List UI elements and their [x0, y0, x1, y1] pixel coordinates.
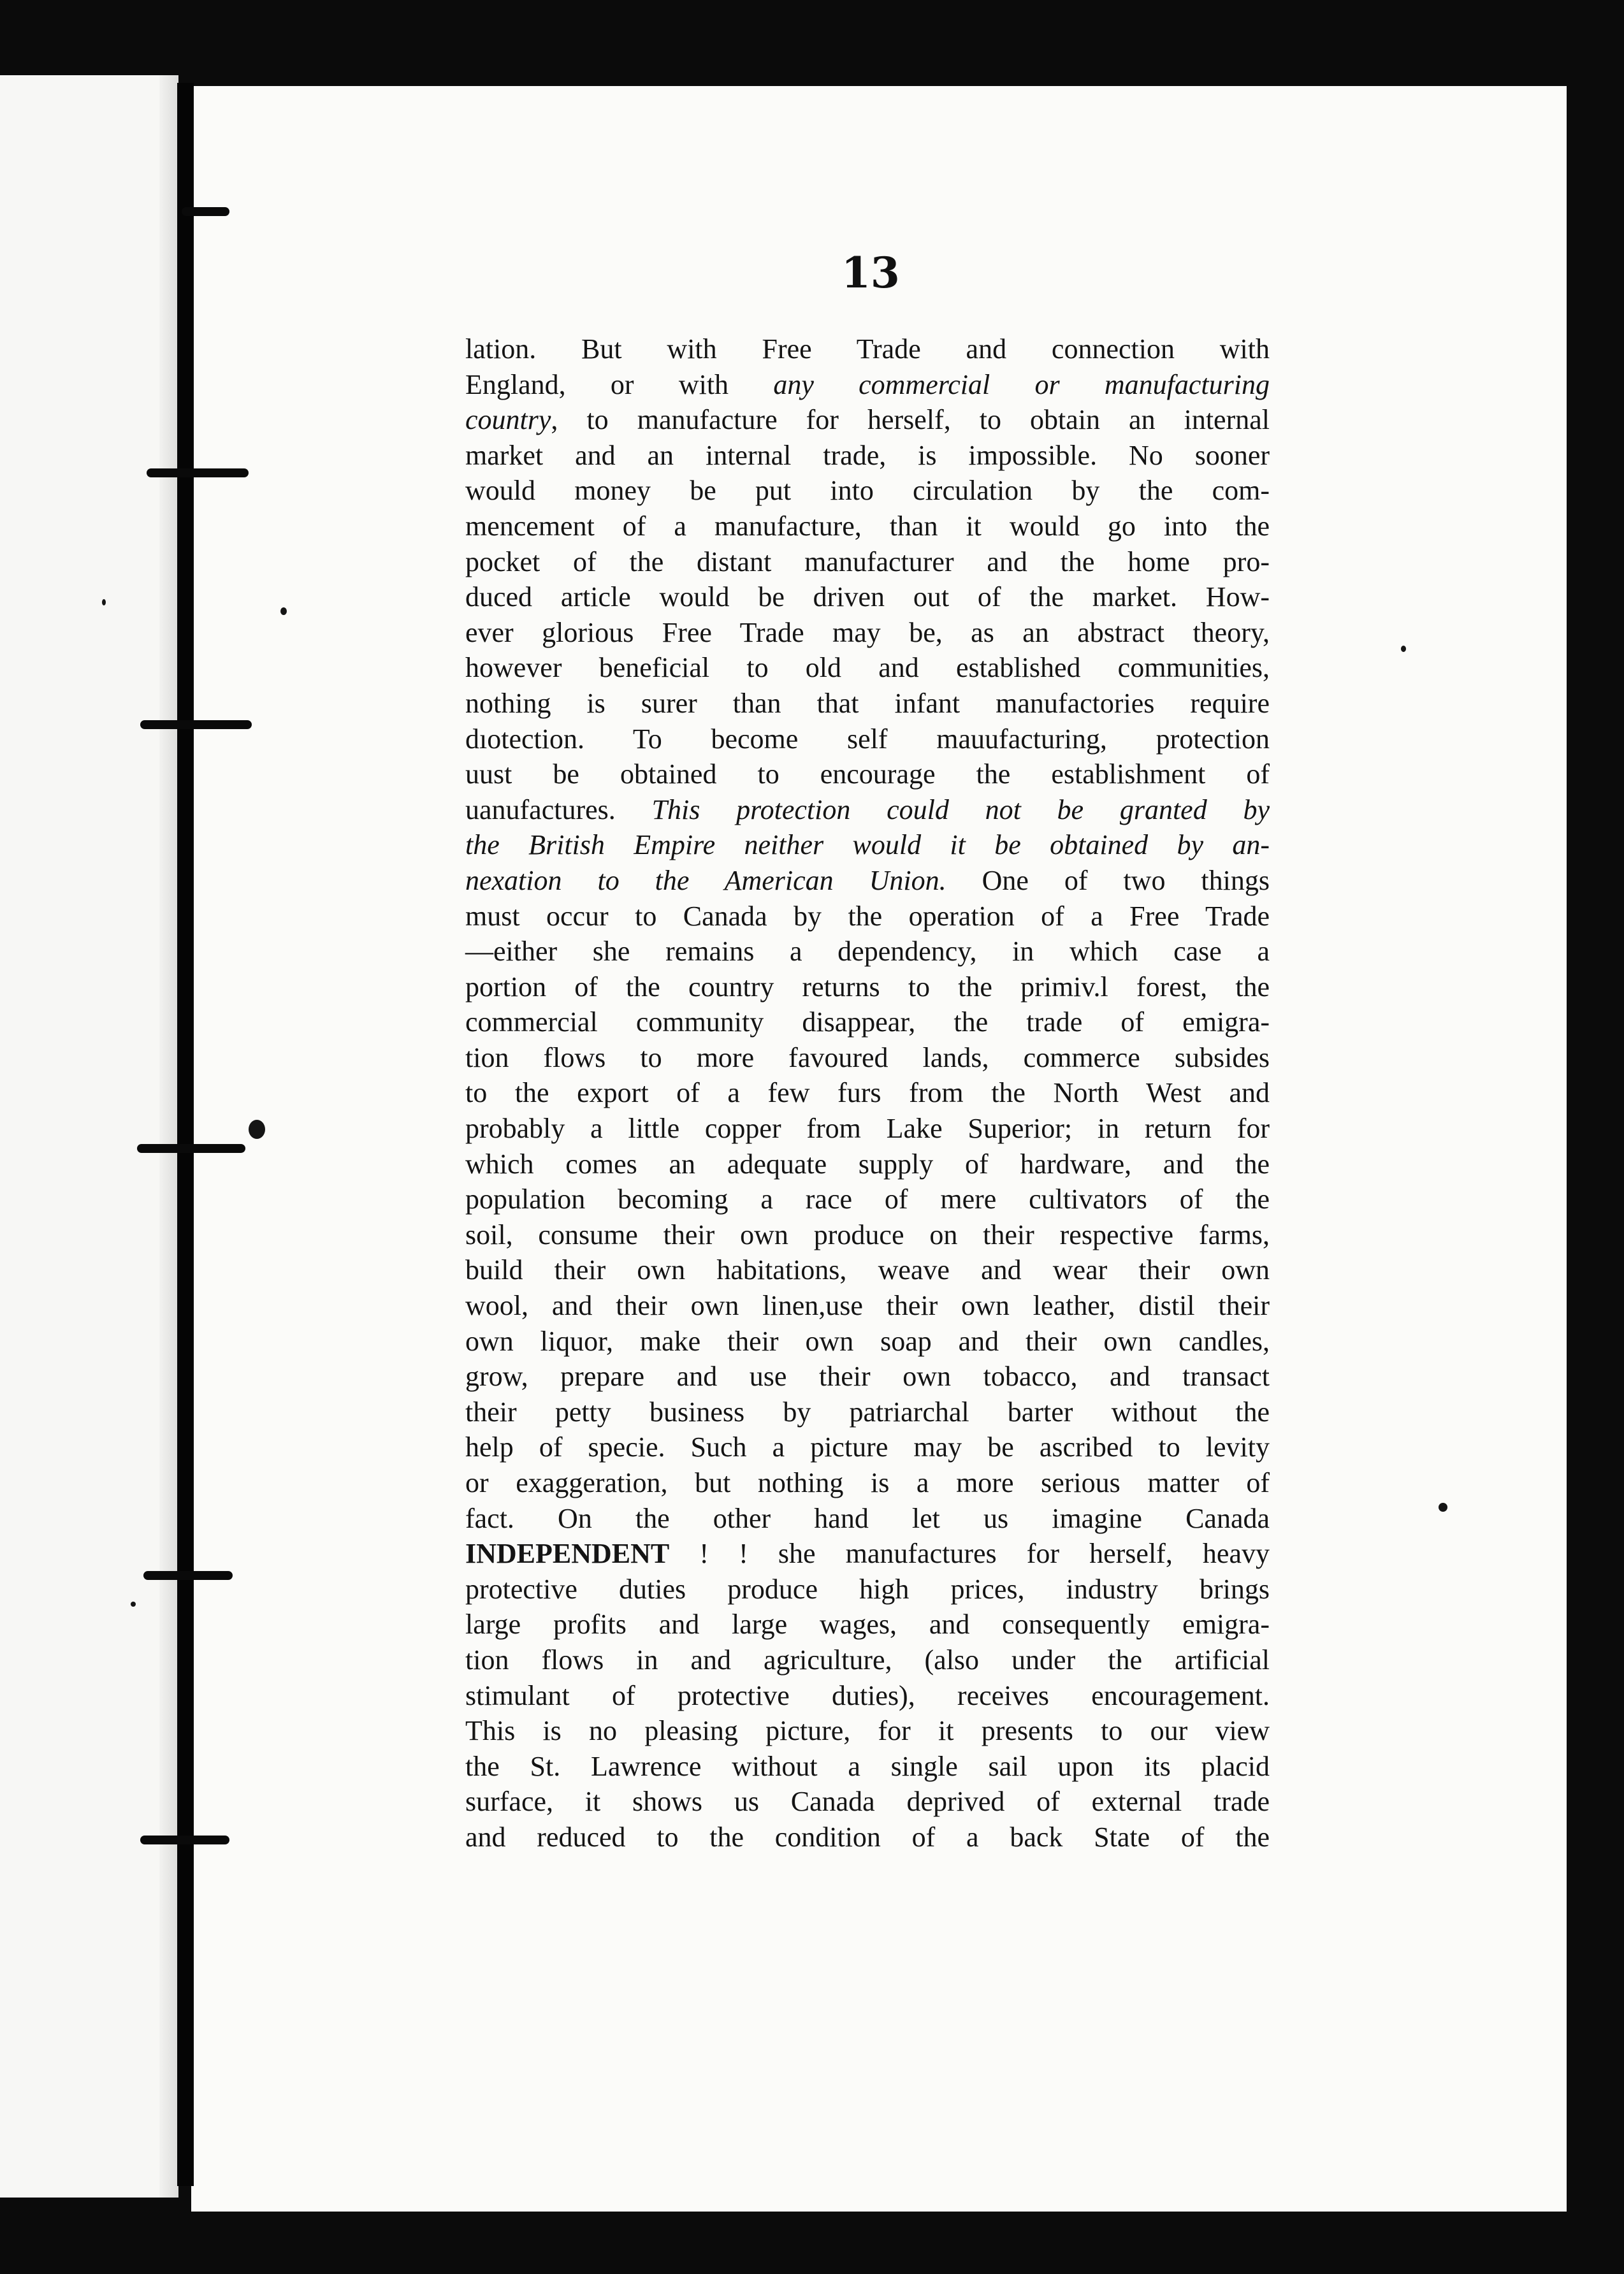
text-line: [465, 899, 1270, 934]
text-segment: stimulant of protective duties), receives encouragement.: [465, 1679, 1270, 1711]
text-line: [465, 1465, 1270, 1501]
text-line: [465, 792, 1270, 828]
text-line: [465, 1572, 1270, 1607]
text-segment: portion of the country returns to the primiv.l forest, the: [465, 971, 1270, 1003]
binding-stitch: [143, 1571, 233, 1580]
text-segment: would money be put into circulation by the com-: [465, 475, 1270, 507]
text-segment: own liquor, make their own soap and their own candles,: [465, 1325, 1270, 1357]
text-segment: uanufactures.: [465, 793, 652, 825]
text-line: [465, 1784, 1270, 1820]
book-spine-binding: [177, 83, 194, 2186]
text-segment: uust be obtained to encourage the establishment of: [465, 758, 1270, 790]
text-segment: , to manufacture for herself, to obtain an internal: [551, 404, 1270, 436]
text-line: [465, 1642, 1270, 1678]
text-segment: their petty business by patriarchal barter without the: [465, 1396, 1270, 1428]
text-segment: must occur to Canada by the operation of a Free Trade: [465, 900, 1270, 932]
binding-stitch: [137, 1144, 245, 1153]
binding-stitch: [140, 720, 252, 729]
text-segment: soil, consume their own produce on their respective farms,: [465, 1219, 1270, 1250]
text-segment: duced article would be driven out of the market. How-: [465, 581, 1270, 613]
text-segment: pocket of the distant manufacturer and the home pro-: [465, 546, 1270, 577]
text-line: [465, 686, 1270, 721]
bold-text: INDEPENDENT: [465, 1538, 670, 1570]
text-segment: fact. On the other hand let us imagine Canada: [465, 1502, 1270, 1534]
text-segment: market and an internal trade, is impossible. No sooner: [465, 439, 1270, 471]
text-line: [465, 1749, 1270, 1785]
text-line: [465, 1147, 1270, 1182]
text-line: [465, 1430, 1270, 1465]
binding-stitch: [140, 1836, 229, 1844]
text-line: [465, 1217, 1270, 1253]
text-segment: —either she remains a dependency, in which case a: [465, 936, 1270, 967]
text-segment: grow, prepare and use their own tobacco, and transact: [465, 1361, 1270, 1393]
scan-speck: [249, 1120, 265, 1139]
text-line: [465, 1359, 1270, 1394]
text-line: [465, 1075, 1270, 1111]
text-segment: tion flows to more favoured lands, commerce subsides: [465, 1041, 1270, 1073]
text-line: [465, 544, 1270, 580]
text-line: [465, 615, 1270, 651]
text-segment: This is no pleasing picture, for it presents to our view: [465, 1715, 1270, 1747]
text-line: [465, 721, 1270, 757]
text-line: [465, 863, 1270, 899]
page-number: 13: [841, 248, 900, 298]
text-segment: surface, it shows us Canada deprived of external trade: [465, 1786, 1270, 1818]
text-segment: protective duties produce high prices, industry brings: [465, 1573, 1270, 1605]
text-segment: the St. Lawrence without a single sail upon its placid: [465, 1750, 1270, 1782]
text-line: [465, 1252, 1270, 1288]
text-line: [465, 579, 1270, 615]
text-line: [465, 1040, 1270, 1076]
italic-text: nexation to the American Union.: [465, 864, 946, 896]
scan-speck: [280, 607, 287, 615]
text-line: [465, 1111, 1270, 1147]
italic-text: the British Empire neither would it be obtained by an-: [465, 829, 1270, 861]
text-line: [465, 1536, 1270, 1572]
italic-text: any commercial or manufacturing: [773, 368, 1270, 400]
text-line: [465, 402, 1270, 438]
italic-text: This protection could not be granted by: [651, 793, 1270, 825]
scan-speck: [1439, 1503, 1447, 1512]
text-line: [465, 827, 1270, 863]
text-segment: nothing is surer than that infant manufactories require: [465, 687, 1270, 719]
text-segment: build their own habitations, weave and wear their own: [465, 1254, 1270, 1286]
text-line: [465, 1713, 1270, 1749]
text-line: [465, 438, 1270, 474]
text-line: [465, 331, 1270, 367]
text-segment: population becoming a race of mere cultivators of the: [465, 1184, 1270, 1215]
text-segment: One of two things: [946, 864, 1270, 896]
text-line: [465, 1678, 1270, 1714]
left-page-shadow: [159, 75, 178, 2198]
text-segment: large profits and large wages, and consequently emigra-: [465, 1609, 1270, 1640]
text-line: [465, 969, 1270, 1005]
text-segment: and reduced to the condition of a back State of the: [465, 1821, 1270, 1853]
text-line: [465, 509, 1270, 544]
text-line: [465, 1004, 1270, 1040]
text-segment: England, or with: [465, 368, 774, 400]
text-segment: help of specie. Such a picture may be ascribed to levity: [465, 1431, 1270, 1463]
text-line: [465, 473, 1270, 509]
scan-speck: [102, 599, 106, 605]
text-segment: lation. But with Free Trade and connection with: [465, 333, 1270, 365]
text-line: [465, 1607, 1270, 1642]
text-line: [465, 757, 1270, 792]
text-line: [465, 1182, 1270, 1217]
text-segment: dıotection. To become self mauufacturing, protection: [465, 723, 1270, 755]
text-line: [465, 1501, 1270, 1537]
text-line: [465, 1394, 1270, 1430]
text-segment: however beneficial to old and established communities,: [465, 652, 1270, 684]
text-segment: or exaggeration, but nothing is a more serious matter of: [465, 1467, 1270, 1498]
scan-speck: [1401, 646, 1406, 652]
text-segment: tion flows in and agriculture, (also under the artificial: [465, 1644, 1270, 1676]
text-segment: commercial community disappear, the trade of emigra-: [465, 1006, 1270, 1038]
scan-speck: [131, 1602, 136, 1607]
binding-stitch: [147, 468, 249, 477]
text-line: [465, 1820, 1270, 1855]
text-segment: ever glorious Free Trade may be, as an abstract theory,: [465, 616, 1270, 648]
text-segment: probably a little copper from Lake Superior; in return for: [465, 1113, 1270, 1145]
text-line: [465, 367, 1270, 403]
text-line: [465, 650, 1270, 686]
text-segment: to the export of a few furs from the North West and: [465, 1077, 1270, 1109]
binding-stitch: [182, 207, 229, 216]
text-line: [465, 934, 1270, 969]
text-line: [465, 1324, 1270, 1359]
text-segment: wool, and their own linen,use their own leather, distil their: [465, 1290, 1270, 1322]
text-segment: ! ! she manufactures for herself, heavy: [669, 1538, 1270, 1570]
body-text: [465, 331, 1270, 1855]
left-page-edge: [0, 75, 178, 2198]
text-segment: mencement of a manufacture, than it would go into the: [465, 510, 1270, 542]
text-line: [465, 1288, 1270, 1324]
text-segment: which comes an adequate supply of hardware, and the: [465, 1148, 1270, 1180]
italic-text: country: [465, 404, 551, 436]
